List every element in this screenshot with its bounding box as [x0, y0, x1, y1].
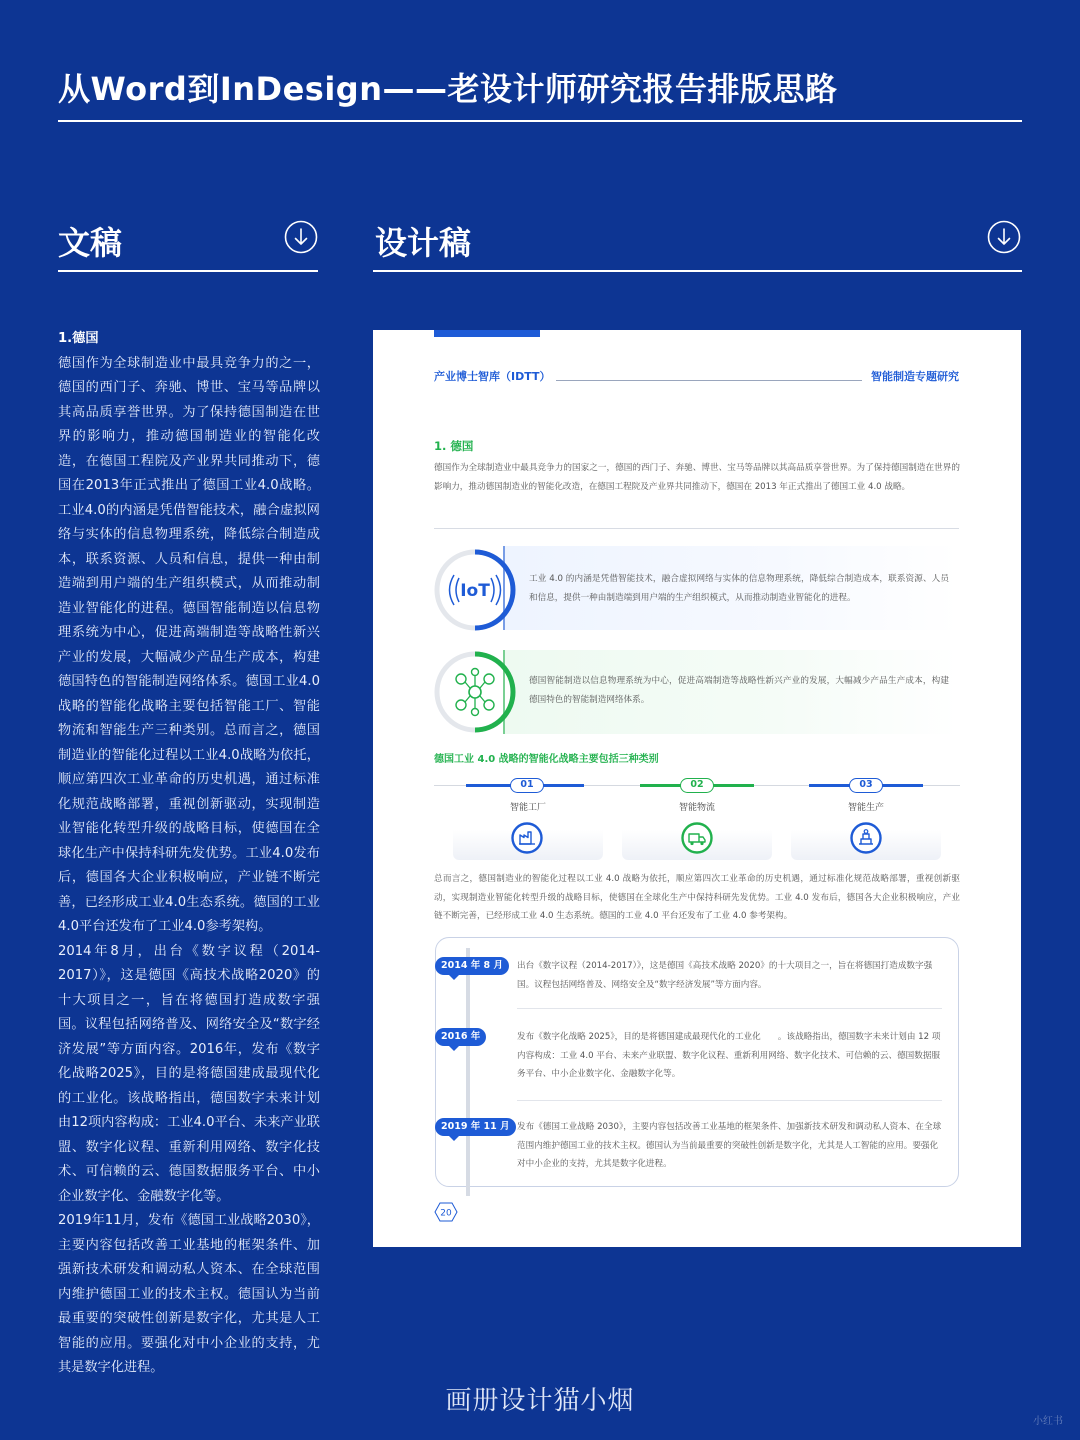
- draft-paragraph: 2014年8月，出台《数字议程（2014-2017）》，这是德国《高技术战略2020》的十大项目之一，旨在将德国打造成数字强国。议程包括网络普及、网络安全及“数字经济发展”等方面内容。2016年，发布《数字化战略2025》，目的是将德国建成最现代化的工业化。该战略指出，德国数字未来计划由12项内容构成：工业4.0平台、未来产业联盟、数字化议程、重新利用网络、数字化技术、可信赖的云、德国数据服务平台、中小企业数字化、金融数字化等。: [58, 943, 320, 1204]
- category-number: 03: [849, 778, 883, 793]
- design-column-title: 设计稿: [375, 224, 472, 262]
- categories-title: 德国工业 4.0 战略的智能化战略主要包括三种类别: [434, 754, 659, 765]
- svg-text:IoT: IoT: [460, 581, 490, 601]
- footer-signature: 画册设计猫小烟: [445, 1386, 635, 1416]
- feature-marker-line: [503, 546, 505, 630]
- arrow-down-circle-icon[interactable]: [284, 220, 318, 254]
- timeline-date-badge: 2014 年 8 月: [435, 957, 509, 975]
- feature-text-iot: 工业 4.0 的内涵是凭借智能技术，融合虚拟网络与实体的信息物理系统，降低综合制造成本，联系资源、人员和信息，提供一种由制造端到用户端的生产组织模式，从而推动制造业智能化的进程。: [529, 574, 949, 603]
- timeline-date-badge: 2016 年: [435, 1028, 486, 1046]
- timeline-entry-text: 出台《数字议程（2014-2017）》，这是德国《高技术战略 2020》的十大项目之一，旨在将德国打造成数字强国。议程包括网络普及、网络安全及“数字经济发展”等方面内容。: [517, 961, 933, 990]
- page-number-badge: [434, 1202, 458, 1222]
- category-number: 02: [680, 778, 714, 793]
- page-number: 20: [440, 1208, 452, 1219]
- page-title: 从Word到InDesign——老设计师研究报告排版思路: [58, 70, 838, 108]
- design-column-divider: [373, 270, 1022, 272]
- sheet-header-left: 产业博士智库（IDTT）: [434, 370, 551, 383]
- draft-text: [58, 327, 320, 1381]
- factory-icon: [511, 822, 543, 854]
- category-label: 智能工厂: [509, 803, 546, 813]
- sheet-separator: [434, 528, 959, 529]
- title-divider: [58, 120, 1022, 122]
- draft-paragraph: 2019年11月，发布《德国工业战略2030》，主要内容包括改善工业基地的框架条件、加强新技术研发和调动私人资本、在全球范围内维护德国工业的技术主权。德国认为当前最重要的突破性创新是数字化，尤其是人工智能的应用。要强化对中小企业的支持，尤其是数字化进程。: [58, 1213, 320, 1375]
- sheet-accent-tab: [434, 330, 540, 337]
- design-sheet: [373, 330, 1021, 1247]
- timeline-entry-text: 发布《德国工业战略 2030》，主要内容包括改善工业基地的框架条件、加强新技术研发和调动私人资本、在全球范围内维护德国工业的技术主权。德国认为当前最重要的突破性创新是数字化，尤其是人工智能的应用。要强化对中小企业的支持，尤其是数字化进程。: [517, 1122, 942, 1169]
- timeline-separator: [517, 1100, 942, 1101]
- sheet-intro: 德国作为全球制造业中最具竞争力的国家之一，德国的西门子、奔驰、博世、宝马等品牌以其高品质享誉世界。为了保持德国制造在世界的影响力，推动德国制造业的智能化改造，在德国工程院及产业界共同推动下，德国在 2013 年正式推出了德国工业 4.0 战略。: [434, 463, 960, 492]
- truck-icon: [681, 822, 713, 854]
- draft-column-title: 文稿: [58, 224, 123, 262]
- draft-column-divider: [58, 270, 318, 272]
- category-label: 智能生产: [847, 803, 884, 813]
- category-number: 01: [510, 778, 544, 793]
- timeline-entry-text: 发布《数字化战略 2025》，目的是将德国建成最现代化的工业化 。该战略指出，德国数字未来计划由 12 项内容构成：工业 4.0 平台、未来产业联盟、数字化议程、重新利用网络、数字化技术、可信赖的云、德国数据服务平台、中小企业数字化、金融数字化等。: [517, 1032, 941, 1079]
- timeline-axis: [466, 948, 470, 1196]
- production-icon: [850, 822, 882, 854]
- watermark: 小红书: [1033, 1416, 1063, 1427]
- feature-marker-line: [503, 650, 505, 734]
- timeline-date-badge: 2019 年 11 月: [435, 1118, 516, 1136]
- category-label: 智能物流: [678, 803, 715, 813]
- sheet-section-title: 1. 德国: [434, 439, 474, 453]
- arrow-down-circle-icon[interactable]: [987, 220, 1021, 254]
- sheet-header-right: 智能制造专题研究: [871, 370, 959, 383]
- timeline-separator: [517, 1008, 942, 1009]
- sheet-header-line: [556, 380, 862, 381]
- feature-text-network: 德国智能制造以信息物理系统为中心，促进高端制造等战略性新兴产业的发展，大幅减少产品生产成本，构建德国特色的智能制造网络体系。: [529, 676, 949, 705]
- draft-paragraph: 德国作为全球制造业中最具竞争力的之一，德国的西门子、奔驰、博世、宝马等品牌以其高品质享誉世界。为了保持德国制造在世界的影响力，推动德国制造业的智能化改造，在德国工程院及产业界共同推动下，德国在2013年正式推出了德国工业4.0战略。工业4.0的内涵是凭借智能技术，融合虚拟网络与实体的信息物理系统，降低综合制造成本，联系资源、人员和信息，提供一种由制造端到用户端的生产组织模式，从而推动制造业智能化的进程。德国智能制造以信息物理系统为中心，促进高端制造等战略性新兴产业的发展，大幅减少产品生产成本，构建德国特色的智能制造网络体系。德国工业4.0战略的智能化战略主要包括智能工厂、智能物流和智能生产三种类别。总而言之，德国制造业的智能化过程以工业4.0战略为依托，顺应第四次工业革命的历史机遇，通过标准化规范战略部署，重视创新驱动，实现制造业智能化转型升级的战略目标，使德国在全球化生产中保持科研先发优势。工业4.0发布后，德国各大企业积极响应，产业链不断完善，已经形成工业4.0生态系统。德国的工业4.0平台还发布了工业4.0参考架构。: [58, 355, 320, 934]
- draft-heading: 1.德国: [58, 331, 99, 346]
- sheet-summary: 总而言之，德国制造业的智能化过程以工业 4.0 战略为依托，顺应第四次工业革命的历史机遇，通过标准化规范战略部署，重视创新驱动，实现制造业智能化转型升级的战略目标，使德国在全球化生产中保持科研先发优势。工业 4.0 发布后，德国各大企业积极响应，产业链不断完善，已经形成工业 4.0 生态系统。德国的工业 4.0 平台还发布了工业 4.0 参考架构。: [434, 874, 960, 921]
